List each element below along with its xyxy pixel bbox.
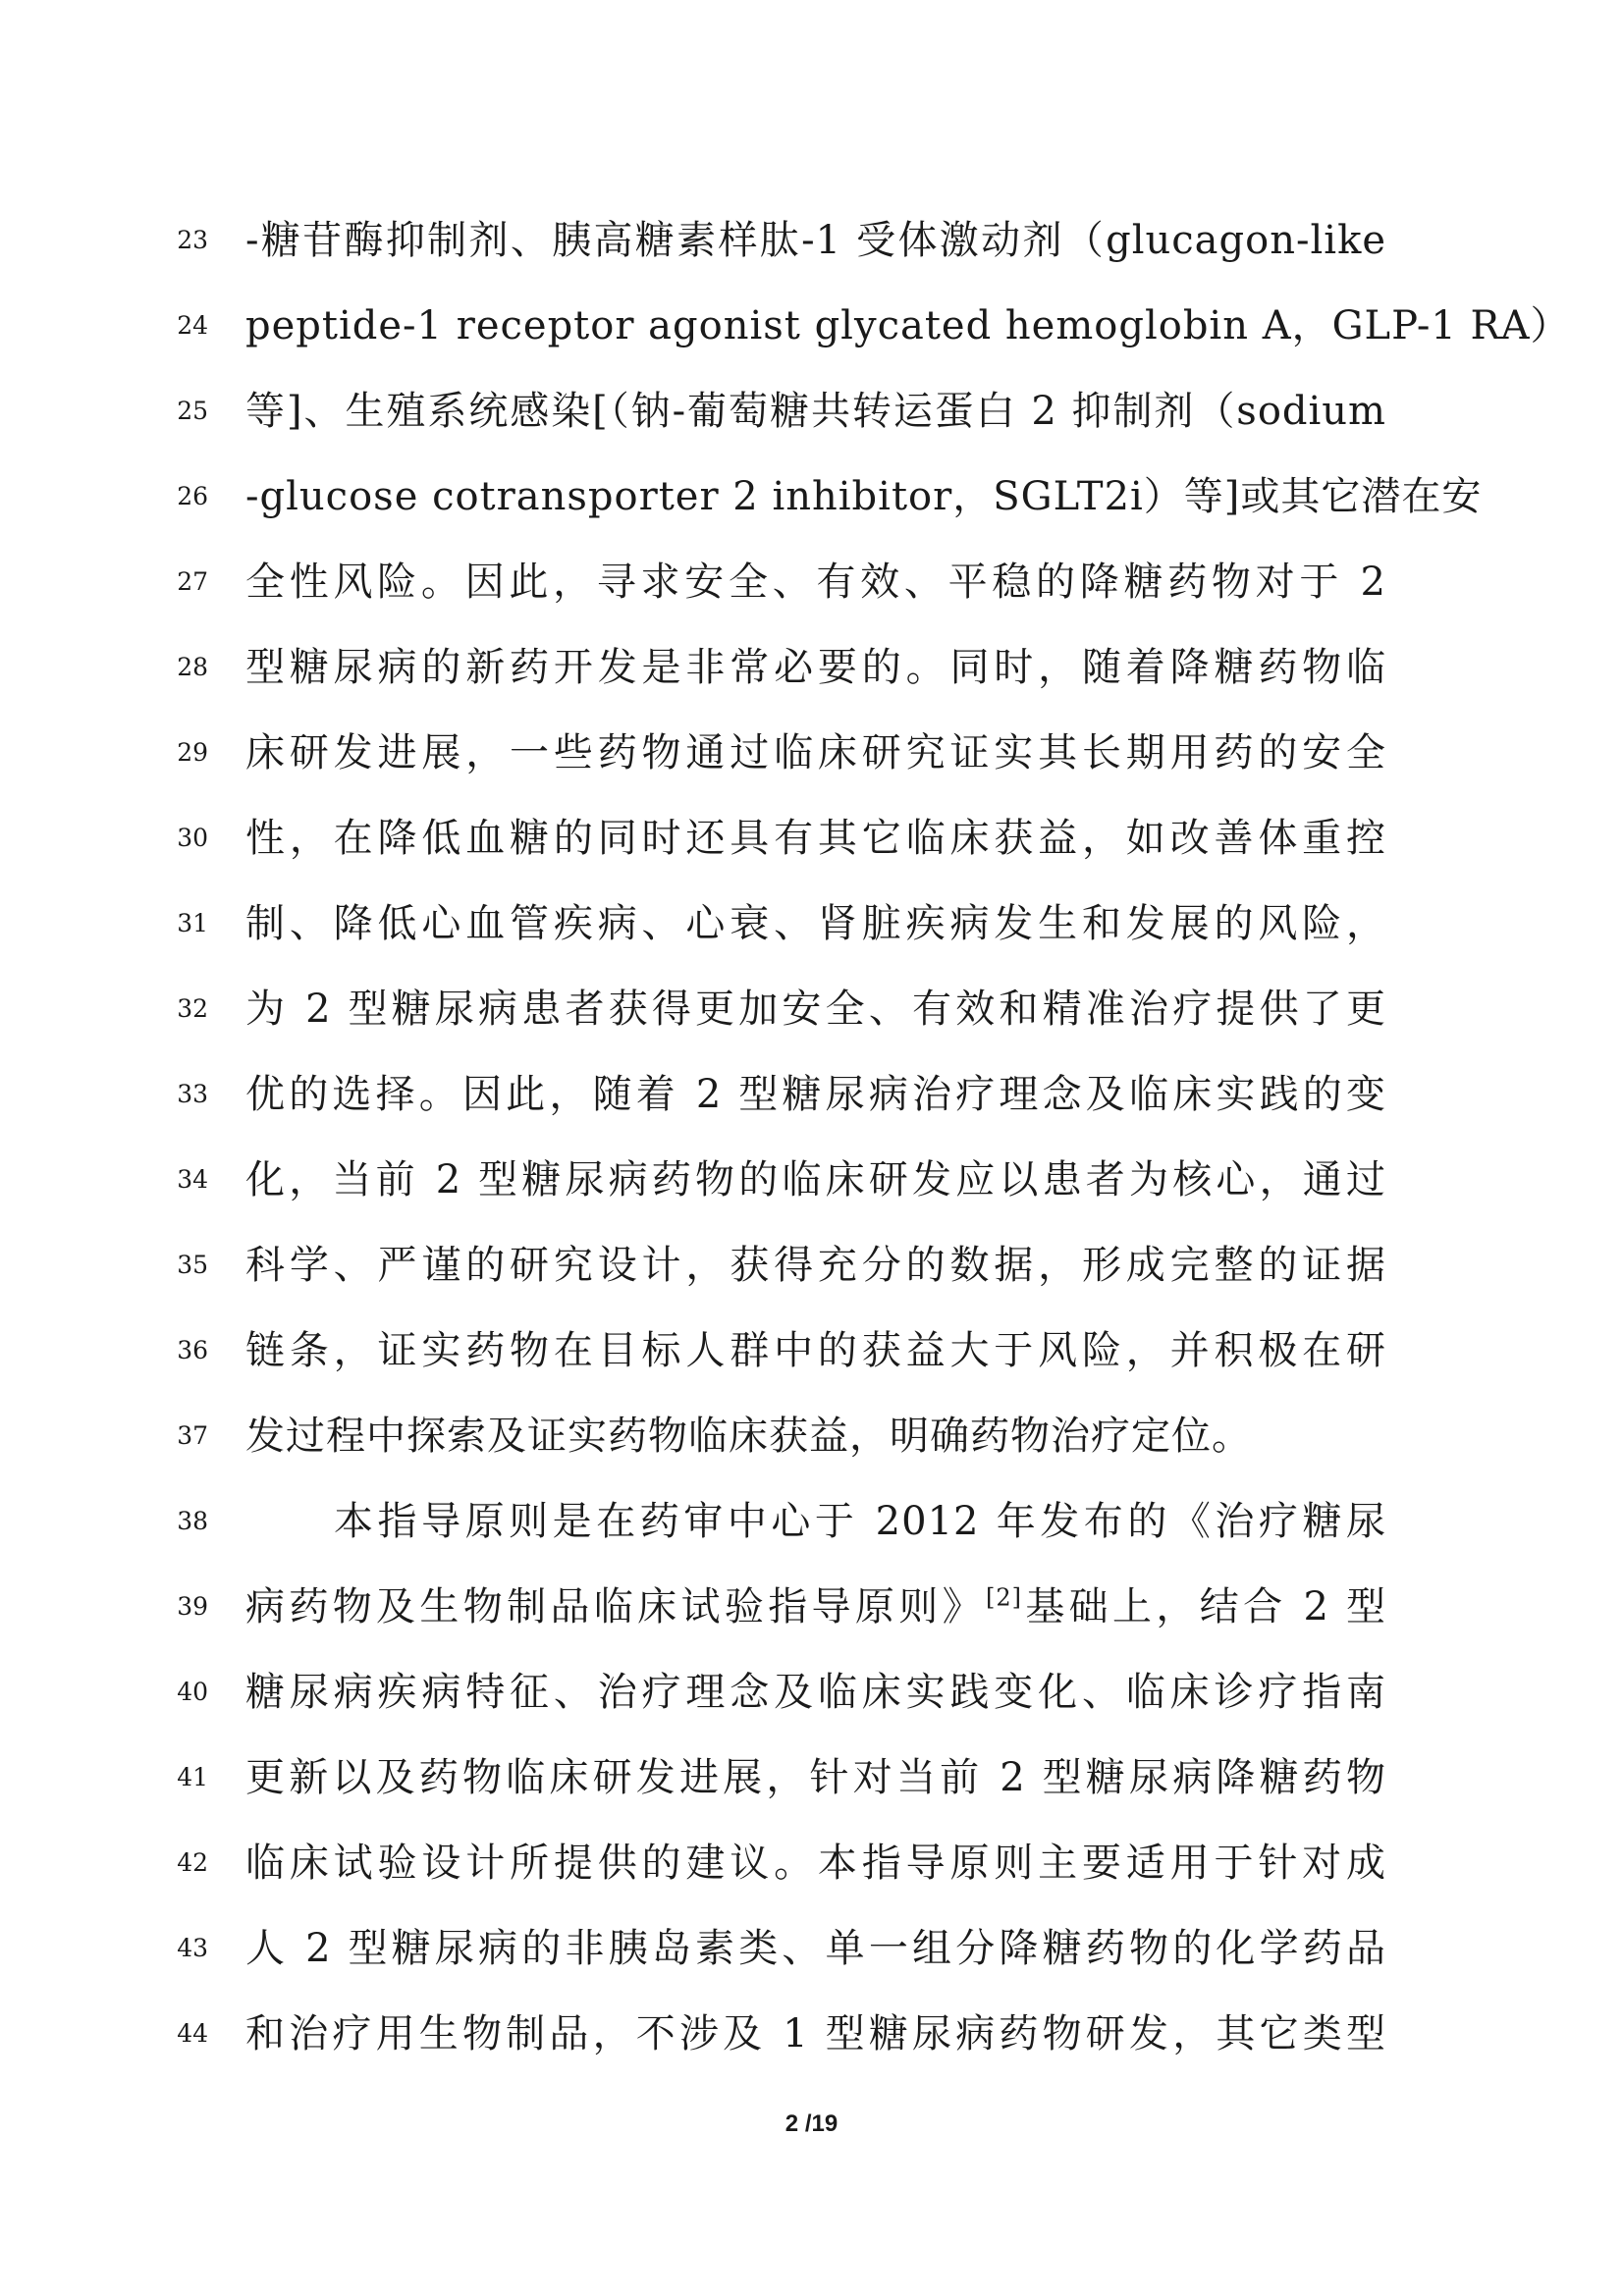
line-number: 33 xyxy=(177,1080,208,1108)
text-line xyxy=(0,1231,1623,1300)
line-text: 制、降低心血管疾病、心衰、肾脏疾病发生和发展的风险， xyxy=(245,901,1386,946)
text-line xyxy=(0,1829,1623,1897)
line-text: 性，在降低血糖的同时还具有其它临床获益，如改善体重控 xyxy=(245,816,1386,861)
line-number: 23 xyxy=(177,226,208,254)
line-text: 临床试验设计所提供的建议。本指导原则主要适用于针对成 xyxy=(245,1841,1386,1886)
line-number: 41 xyxy=(177,1763,208,1791)
line-text: 更新以及药物临床研发进展，针对当前 2 型糖尿病降糖药物 xyxy=(245,1755,1386,1800)
text-line xyxy=(0,206,1623,275)
line-text: 人 2 型糖尿病的非胰岛素类、单一组分降糖药物的化学药品 xyxy=(245,1926,1386,1971)
line-number: 25 xyxy=(177,397,208,425)
text-line xyxy=(0,292,1623,360)
text-line xyxy=(0,462,1623,531)
text-line xyxy=(0,1658,1623,1727)
line-text: 全性风险。因此，寻求安全、有效、平稳的降糖药物对于 2 xyxy=(245,560,1386,605)
line-number: 44 xyxy=(177,2019,208,2048)
line-number: 28 xyxy=(177,653,208,681)
citation-ref: [2] xyxy=(985,1583,1022,1612)
line-number: 40 xyxy=(177,1678,208,1706)
page-number: 2 /19 xyxy=(784,2110,839,2137)
text-line xyxy=(0,1743,1623,1812)
text-line xyxy=(0,1573,1623,1641)
line-number: 36 xyxy=(177,1336,208,1364)
line-number: 34 xyxy=(177,1165,208,1194)
line-text: 发过程中探索及证实药物临床获益，明确药物治疗定位。 xyxy=(245,1414,1252,1459)
line-number: 42 xyxy=(177,1848,208,1877)
line-text: -糖苷酶抑制剂、胰高糖素样肽-1 受体激动剂（glucagon-like xyxy=(245,218,1386,263)
line-number: 30 xyxy=(177,824,208,852)
line-text xyxy=(245,1573,1386,1641)
line-text: peptide-1 receptor agonist glycated hemoglobin A，GLP-1 RA） xyxy=(245,303,1571,348)
text-line xyxy=(0,1402,1623,1470)
text-line xyxy=(0,2000,1623,2068)
line-text: 科学、严谨的研究设计，获得充分的数据，形成完整的证据 xyxy=(245,1243,1386,1288)
line-text: 糖尿病疾病特征、治疗理念及临床实践变化、临床诊疗指南 xyxy=(245,1670,1386,1715)
line-text: -glucose cotransporter 2 inhibitor，SGLT2i）等]或其它潜在安 xyxy=(245,474,1483,519)
line-number: 35 xyxy=(177,1251,208,1279)
line-text-after: 基础上，结合 2 型 xyxy=(1021,1584,1387,1629)
line-number: 24 xyxy=(177,311,208,340)
line-number: 32 xyxy=(177,994,208,1023)
line-number: 37 xyxy=(177,1421,208,1450)
line-number: 29 xyxy=(177,738,208,767)
text-line xyxy=(0,889,1623,958)
line-text: 优的选择。因此，随着 2 型糖尿病治疗理念及临床实践的变 xyxy=(245,1072,1386,1117)
line-text: 化，当前 2 型糖尿病药物的临床研发应以患者为核心，通过 xyxy=(245,1157,1386,1202)
line-text: 型糖尿病的新药开发是非常必要的。同时，随着降糖药物临 xyxy=(245,645,1386,690)
line-number: 26 xyxy=(177,482,208,510)
line-number: 43 xyxy=(177,1934,208,1962)
text-line xyxy=(0,1316,1623,1385)
line-text: 链条，证实药物在目标人群中的获益大于风险，并积极在研 xyxy=(245,1328,1386,1373)
line-text-before: 病药物及生物制品临床试验指导原则》 xyxy=(245,1584,986,1629)
text-line xyxy=(0,1146,1623,1214)
text-line xyxy=(0,1487,1623,1556)
line-number: 31 xyxy=(177,909,208,937)
line-text: 本指导原则是在药审中心于 2012 年发布的《治疗糖尿 xyxy=(334,1499,1386,1544)
line-text: 和治疗用生物制品，不涉及 1 型糖尿病药物研发，其它类型 xyxy=(245,2011,1386,2056)
line-number: 27 xyxy=(177,567,208,596)
text-line xyxy=(0,719,1623,787)
text-line xyxy=(0,1060,1623,1129)
line-number: 39 xyxy=(177,1592,208,1621)
text-line xyxy=(0,548,1623,616)
text-line xyxy=(0,804,1623,873)
line-text: 床研发进展，一些药物通过临床研究证实其长期用药的安全 xyxy=(245,730,1386,775)
line-text: 等]、生殖系统感染[（钠-葡萄糖共转运蛋白 2 抑制剂（sodium xyxy=(245,389,1386,434)
text-line xyxy=(0,975,1623,1043)
text-line xyxy=(0,633,1623,702)
text-line xyxy=(0,1914,1623,1983)
text-line xyxy=(0,377,1623,446)
line-text: 为 2 型糖尿病患者获得更加安全、有效和精准治疗提供了更 xyxy=(245,987,1386,1032)
line-number: 38 xyxy=(177,1507,208,1535)
